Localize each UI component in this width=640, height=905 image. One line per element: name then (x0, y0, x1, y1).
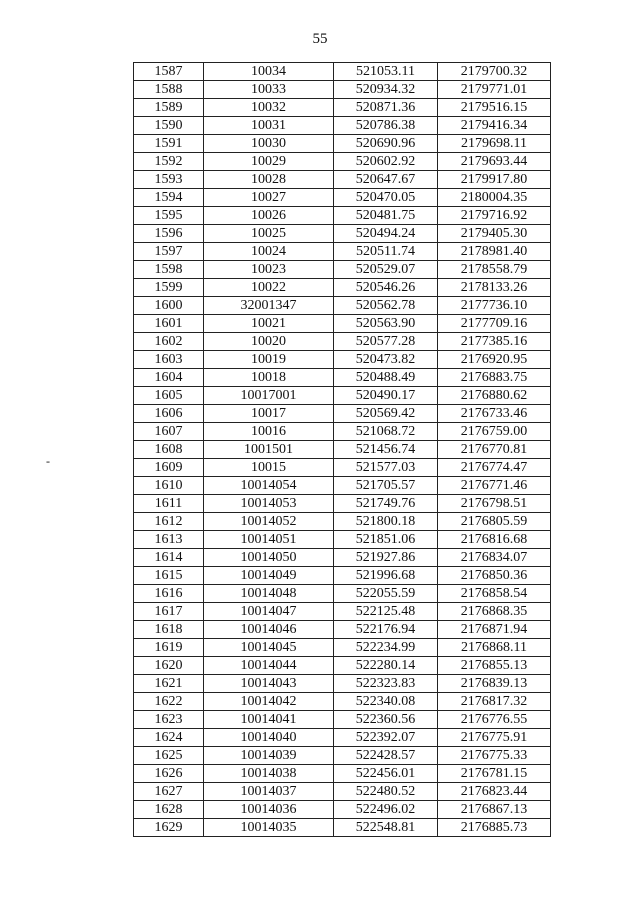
y-coordinate-cell: 2176770.81 (438, 441, 551, 459)
margin-mark: - (46, 454, 50, 468)
x-coordinate-cell: 522125.48 (334, 603, 438, 621)
row-number-cell: 1622 (134, 693, 204, 711)
row-number-cell: 1591 (134, 135, 204, 153)
y-coordinate-cell: 2177385.16 (438, 333, 551, 351)
x-coordinate-cell: 522392.07 (334, 729, 438, 747)
point-id-cell: 10014046 (204, 621, 334, 639)
row-number-cell: 1599 (134, 279, 204, 297)
y-coordinate-cell: 2179416.34 (438, 117, 551, 135)
point-id-cell: 10020 (204, 333, 334, 351)
table-row (134, 369, 551, 387)
row-number-cell: 1589 (134, 99, 204, 117)
table-row (134, 153, 551, 171)
point-id-cell: 10014054 (204, 477, 334, 495)
x-coordinate-cell: 520690.96 (334, 135, 438, 153)
y-coordinate-cell: 2176855.13 (438, 657, 551, 675)
row-number-cell: 1605 (134, 387, 204, 405)
table-row (134, 207, 551, 225)
x-coordinate-cell: 521800.18 (334, 513, 438, 531)
row-number-cell: 1615 (134, 567, 204, 585)
table-row (134, 117, 551, 135)
row-number-cell: 1601 (134, 315, 204, 333)
table-row (134, 603, 551, 621)
y-coordinate-cell: 2179917.80 (438, 171, 551, 189)
table-row (134, 225, 551, 243)
table-row (134, 387, 551, 405)
table-row (134, 549, 551, 567)
table-row (134, 243, 551, 261)
table-row (134, 747, 551, 765)
table-row (134, 351, 551, 369)
y-coordinate-cell: 2176781.15 (438, 765, 551, 783)
table-row (134, 405, 551, 423)
x-coordinate-cell: 522176.94 (334, 621, 438, 639)
y-coordinate-cell: 2177736.10 (438, 297, 551, 315)
point-id-cell: 10015 (204, 459, 334, 477)
row-number-cell: 1596 (134, 225, 204, 243)
row-number-cell: 1618 (134, 621, 204, 639)
point-id-cell: 10014042 (204, 693, 334, 711)
y-coordinate-cell: 2176883.75 (438, 369, 551, 387)
point-id-cell: 10014049 (204, 567, 334, 585)
table-row (134, 261, 551, 279)
row-number-cell: 1588 (134, 81, 204, 99)
x-coordinate-cell: 521927.86 (334, 549, 438, 567)
y-coordinate-cell: 2178133.26 (438, 279, 551, 297)
x-coordinate-cell: 521053.11 (334, 63, 438, 81)
row-number-cell: 1621 (134, 675, 204, 693)
y-coordinate-cell: 2176834.07 (438, 549, 551, 567)
x-coordinate-cell: 520488.49 (334, 369, 438, 387)
row-number-cell: 1606 (134, 405, 204, 423)
point-id-cell: 10014040 (204, 729, 334, 747)
point-id-cell: 10014043 (204, 675, 334, 693)
x-coordinate-cell: 522428.57 (334, 747, 438, 765)
point-id-cell: 10023 (204, 261, 334, 279)
y-coordinate-cell: 2176868.11 (438, 639, 551, 657)
x-coordinate-cell: 521068.72 (334, 423, 438, 441)
row-number-cell: 1610 (134, 477, 204, 495)
row-number-cell: 1608 (134, 441, 204, 459)
x-coordinate-cell: 520490.17 (334, 387, 438, 405)
y-coordinate-cell: 2176776.55 (438, 711, 551, 729)
row-number-cell: 1627 (134, 783, 204, 801)
table-row (134, 585, 551, 603)
table-row (134, 729, 551, 747)
x-coordinate-cell: 520470.05 (334, 189, 438, 207)
x-coordinate-cell: 522360.56 (334, 711, 438, 729)
y-coordinate-cell: 2176774.47 (438, 459, 551, 477)
point-id-cell: 10014037 (204, 783, 334, 801)
row-number-cell: 1597 (134, 243, 204, 261)
y-coordinate-cell: 2176775.33 (438, 747, 551, 765)
table-row (134, 171, 551, 189)
row-number-cell: 1590 (134, 117, 204, 135)
y-coordinate-cell: 2176868.35 (438, 603, 551, 621)
point-id-cell: 10014038 (204, 765, 334, 783)
y-coordinate-cell: 2176920.95 (438, 351, 551, 369)
table-row (134, 477, 551, 495)
point-id-cell: 10019 (204, 351, 334, 369)
table-row (134, 657, 551, 675)
point-id-cell: 10014047 (204, 603, 334, 621)
y-coordinate-cell: 2176733.46 (438, 405, 551, 423)
row-number-cell: 1602 (134, 333, 204, 351)
y-coordinate-cell: 2179693.44 (438, 153, 551, 171)
table-row (134, 621, 551, 639)
point-id-cell: 10014035 (204, 819, 334, 837)
y-coordinate-cell: 2176867.13 (438, 801, 551, 819)
table-row (134, 189, 551, 207)
table-row (134, 441, 551, 459)
y-coordinate-cell: 2179771.01 (438, 81, 551, 99)
x-coordinate-cell: 522456.01 (334, 765, 438, 783)
row-number-cell: 1614 (134, 549, 204, 567)
table-row (134, 333, 551, 351)
table-row (134, 639, 551, 657)
y-coordinate-cell: 2176839.13 (438, 675, 551, 693)
table-row (134, 315, 551, 333)
row-number-cell: 1607 (134, 423, 204, 441)
point-id-cell: 10024 (204, 243, 334, 261)
row-number-cell: 1624 (134, 729, 204, 747)
table-row (134, 819, 551, 837)
y-coordinate-cell: 2179716.92 (438, 207, 551, 225)
x-coordinate-cell: 522234.99 (334, 639, 438, 657)
point-id-cell: 10029 (204, 153, 334, 171)
table-row (134, 459, 551, 477)
point-id-cell: 10014050 (204, 549, 334, 567)
y-coordinate-cell: 2176885.73 (438, 819, 551, 837)
y-coordinate-cell: 2179698.11 (438, 135, 551, 153)
table-row (134, 567, 551, 585)
y-coordinate-cell: 2177709.16 (438, 315, 551, 333)
y-coordinate-cell: 2176798.51 (438, 495, 551, 513)
x-coordinate-cell: 521705.57 (334, 477, 438, 495)
row-number-cell: 1593 (134, 171, 204, 189)
table-row (134, 783, 551, 801)
row-number-cell: 1616 (134, 585, 204, 603)
y-coordinate-cell: 2176871.94 (438, 621, 551, 639)
x-coordinate-cell: 522496.02 (334, 801, 438, 819)
point-id-cell: 10014052 (204, 513, 334, 531)
x-coordinate-cell: 521996.68 (334, 567, 438, 585)
point-id-cell: 10014053 (204, 495, 334, 513)
table-row (134, 513, 551, 531)
point-id-cell: 10017 (204, 405, 334, 423)
point-id-cell: 10014041 (204, 711, 334, 729)
x-coordinate-cell: 520786.38 (334, 117, 438, 135)
table-row (134, 531, 551, 549)
point-id-cell: 10014039 (204, 747, 334, 765)
row-number-cell: 1626 (134, 765, 204, 783)
point-id-cell: 10025 (204, 225, 334, 243)
x-coordinate-cell: 520577.28 (334, 333, 438, 351)
x-coordinate-cell: 520529.07 (334, 261, 438, 279)
y-coordinate-cell: 2176775.91 (438, 729, 551, 747)
point-id-cell: 32001347 (204, 297, 334, 315)
x-coordinate-cell: 520511.74 (334, 243, 438, 261)
y-coordinate-cell: 2179405.30 (438, 225, 551, 243)
point-id-cell: 10021 (204, 315, 334, 333)
row-number-cell: 1611 (134, 495, 204, 513)
table-row (134, 693, 551, 711)
y-coordinate-cell: 2176823.44 (438, 783, 551, 801)
point-id-cell: 10027 (204, 189, 334, 207)
row-number-cell: 1592 (134, 153, 204, 171)
x-coordinate-cell: 522340.08 (334, 693, 438, 711)
table-row (134, 297, 551, 315)
row-number-cell: 1617 (134, 603, 204, 621)
y-coordinate-cell: 2178558.79 (438, 261, 551, 279)
row-number-cell: 1625 (134, 747, 204, 765)
table-row (134, 675, 551, 693)
table-row (134, 135, 551, 153)
point-id-cell: 10031 (204, 117, 334, 135)
x-coordinate-cell: 522055.59 (334, 585, 438, 603)
row-number-cell: 1612 (134, 513, 204, 531)
x-coordinate-cell: 521456.74 (334, 441, 438, 459)
row-number-cell: 1595 (134, 207, 204, 225)
x-coordinate-cell: 520562.78 (334, 297, 438, 315)
point-id-cell: 10014036 (204, 801, 334, 819)
point-id-cell: 10028 (204, 171, 334, 189)
table-row (134, 765, 551, 783)
table-row (134, 801, 551, 819)
point-id-cell: 10026 (204, 207, 334, 225)
y-coordinate-cell: 2176850.36 (438, 567, 551, 585)
row-number-cell: 1587 (134, 63, 204, 81)
table-row (134, 81, 551, 99)
table-row (134, 495, 551, 513)
row-number-cell: 1594 (134, 189, 204, 207)
point-id-cell: 10018 (204, 369, 334, 387)
row-number-cell: 1620 (134, 657, 204, 675)
x-coordinate-cell: 522323.83 (334, 675, 438, 693)
x-coordinate-cell: 520871.36 (334, 99, 438, 117)
table-row (134, 423, 551, 441)
y-coordinate-cell: 2180004.35 (438, 189, 551, 207)
y-coordinate-cell: 2176858.54 (438, 585, 551, 603)
x-coordinate-cell: 521749.76 (334, 495, 438, 513)
y-coordinate-cell: 2176816.68 (438, 531, 551, 549)
x-coordinate-cell: 522548.81 (334, 819, 438, 837)
x-coordinate-cell: 520563.90 (334, 315, 438, 333)
y-coordinate-cell: 2176759.00 (438, 423, 551, 441)
x-coordinate-cell: 520546.26 (334, 279, 438, 297)
y-coordinate-cell: 2179516.15 (438, 99, 551, 117)
point-id-cell: 10034 (204, 63, 334, 81)
y-coordinate-cell: 2178981.40 (438, 243, 551, 261)
row-number-cell: 1629 (134, 819, 204, 837)
point-id-cell: 10030 (204, 135, 334, 153)
x-coordinate-cell: 522280.14 (334, 657, 438, 675)
point-id-cell: 10014045 (204, 639, 334, 657)
point-id-cell: 10014048 (204, 585, 334, 603)
x-coordinate-cell: 520647.67 (334, 171, 438, 189)
page-number: 55 (312, 31, 328, 47)
row-number-cell: 1628 (134, 801, 204, 819)
row-number-cell: 1604 (134, 369, 204, 387)
x-coordinate-cell: 521577.03 (334, 459, 438, 477)
row-number-cell: 1619 (134, 639, 204, 657)
point-id-cell: 1001501 (204, 441, 334, 459)
y-coordinate-cell: 2176771.46 (438, 477, 551, 495)
row-number-cell: 1603 (134, 351, 204, 369)
row-number-cell: 1613 (134, 531, 204, 549)
point-id-cell: 10014044 (204, 657, 334, 675)
x-coordinate-cell: 520494.24 (334, 225, 438, 243)
x-coordinate-cell: 520481.75 (334, 207, 438, 225)
row-number-cell: 1623 (134, 711, 204, 729)
y-coordinate-cell: 2176817.32 (438, 693, 551, 711)
table-row (134, 99, 551, 117)
coordinates-table (133, 62, 551, 837)
point-id-cell: 10032 (204, 99, 334, 117)
table-row (134, 63, 551, 81)
x-coordinate-cell: 520934.32 (334, 81, 438, 99)
point-id-cell: 10017001 (204, 387, 334, 405)
point-id-cell: 10033 (204, 81, 334, 99)
point-id-cell: 10022 (204, 279, 334, 297)
x-coordinate-cell: 520602.92 (334, 153, 438, 171)
point-id-cell: 10014051 (204, 531, 334, 549)
y-coordinate-cell: 2176880.62 (438, 387, 551, 405)
table-row (134, 279, 551, 297)
x-coordinate-cell: 520473.82 (334, 351, 438, 369)
x-coordinate-cell: 521851.06 (334, 531, 438, 549)
row-number-cell: 1600 (134, 297, 204, 315)
x-coordinate-cell: 522480.52 (334, 783, 438, 801)
table-row (134, 711, 551, 729)
row-number-cell: 1598 (134, 261, 204, 279)
point-id-cell: 10016 (204, 423, 334, 441)
row-number-cell: 1609 (134, 459, 204, 477)
y-coordinate-cell: 2179700.32 (438, 63, 551, 81)
coordinates-table-body (134, 63, 551, 837)
x-coordinate-cell: 520569.42 (334, 405, 438, 423)
y-coordinate-cell: 2176805.59 (438, 513, 551, 531)
